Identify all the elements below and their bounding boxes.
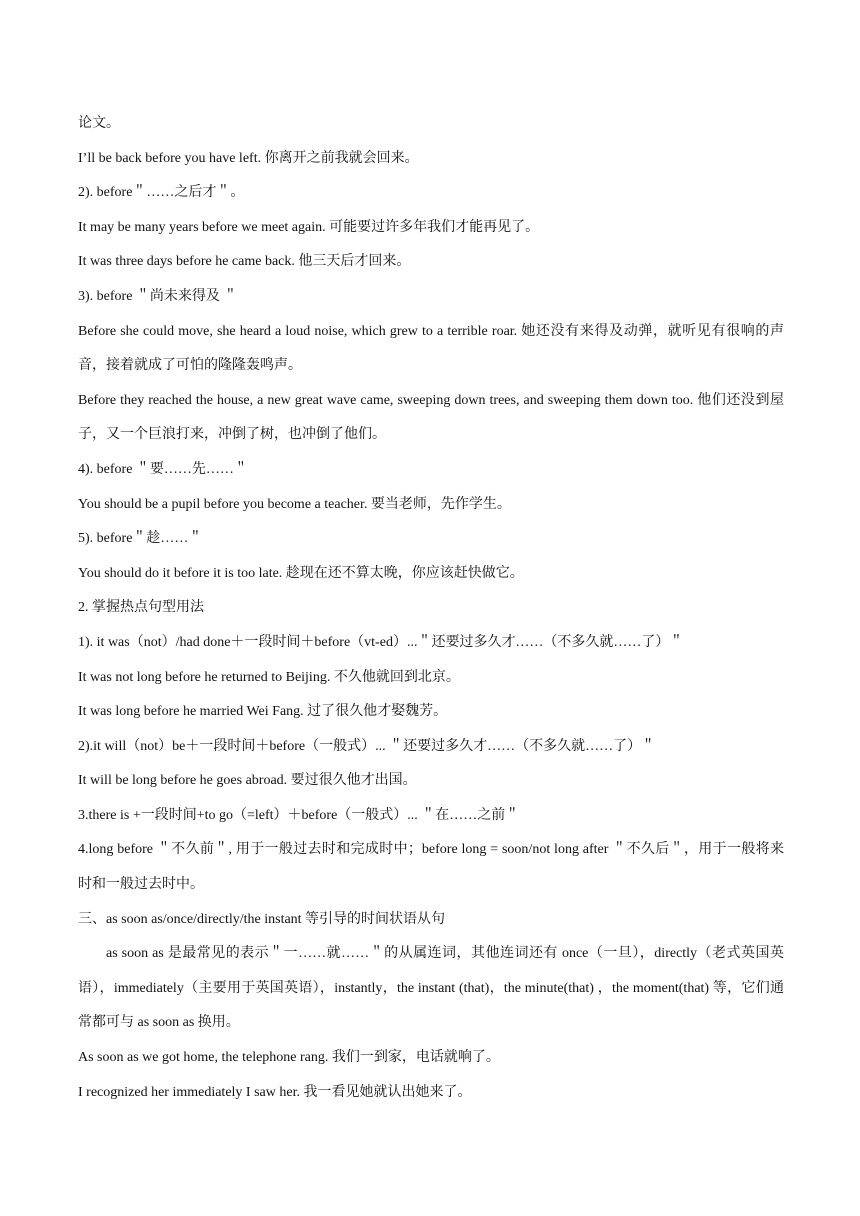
example-sentence: It was three days before he came back. 他三天后才回来。 — [78, 254, 411, 270]
example-sentence: It may be many years before we meet again. 可能要过许多年我们才能再见了。 — [78, 219, 540, 235]
section-heading: 三、as soon as/once/directly/the instant 等引导的时间状语从句 — [78, 911, 446, 927]
usage-heading: 5). before＂趁……＂ — [78, 531, 203, 547]
pattern-heading: 3.there is +一段时间+to go（=left）＋before（一般式）... ＂在……之前＂ — [78, 807, 520, 823]
example-sentence: You should be a pupil before you become a teacher. 要当老师，先作学生。 — [78, 496, 511, 512]
pattern-heading: 2).it will（not）be＋一段时间＋before（一般式）... ＂还要过多久才……（不多久就……了）＂ — [78, 738, 656, 754]
usage-heading: 3). before ＂尚未来得及 ＂ — [78, 288, 238, 304]
explanation-paragraph: as soon as 是最常见的表示＂一……就……＂的从属连词，其他连词还有 once（一旦），directly（老式英国英语），immediately（主要用于英国英语），instantly，the instant (that)，the minute(that) ，the moment(that) 等，它们通常都可与 as soon as 换用。 — [78, 946, 784, 1031]
example-sentence: It was long before he married Wei Fang. 过了很久他才娶魏芳。 — [78, 704, 448, 720]
example-sentence: You should do it before it is too late. 趁现在还不算太晚，你应该赶快做它。 — [78, 565, 524, 581]
pattern-heading: 1). it was（not）/had done＋一段时间＋before（vt-ed）...＂还要过多久才……（不多久就……了）＂ — [78, 634, 684, 650]
example-sentence: It will be long before he goes abroad. 要过很久他才出国。 — [78, 773, 417, 789]
example-sentence: I’ll be back before you have left. 你离开之前我就会回来。 — [78, 150, 419, 166]
example-sentence: It was not long before he returned to Beijing. 不久他就回到北京。 — [78, 669, 460, 685]
pattern-paragraph: 4.long before ＂不久前＂, 用于一般过去时和完成时中；before long = soon/not long after ＂不久后＂，用于一般将来时和一般过去时中。 — [78, 842, 784, 893]
text-line: 论文。 — [78, 116, 120, 131]
example-sentence: I recognized her immediately I saw her. 我一看见她就认出她来了。 — [78, 1084, 472, 1100]
document-body — [78, 107, 784, 1110]
usage-heading: 2). before＂……之后才＂。 — [78, 185, 245, 201]
example-sentence: As soon as we got home, the telephone rang. 我们一到家，电话就响了。 — [78, 1050, 500, 1066]
example-paragraph: Before they reached the house, a new great wave came, sweeping down trees, and sweeping them down too. 他们还没到屋子，又一个巨浪打来，冲倒了树，也冲倒了他们。 — [78, 392, 784, 443]
usage-heading: 4). before ＂要……先……＂ — [78, 461, 248, 477]
example-paragraph: Before she could move, she heard a loud noise, which grew to a terrible roar. 她还没有来得及动弹，就听见有很响的声音，接着就成了可怕的隆隆轰鸣声。 — [78, 323, 784, 374]
section-heading: 2. 掌握热点句型用法 — [78, 600, 204, 616]
